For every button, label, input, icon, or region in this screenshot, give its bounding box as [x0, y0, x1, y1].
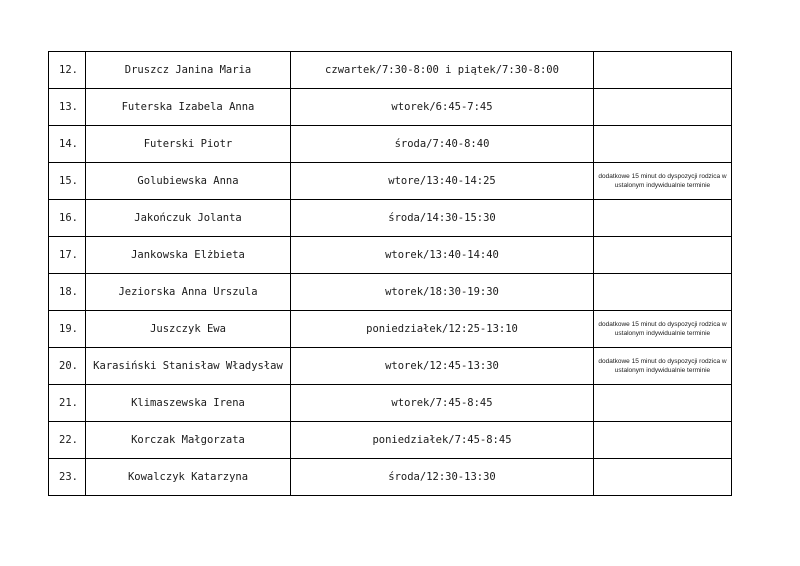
- table-row: [49, 348, 732, 385]
- row-note: dodatkowe 15 minut do dyspozycji rodzica w ustalonym indywidualnie terminie: [594, 163, 732, 200]
- row-note: [594, 385, 732, 422]
- row-note: [594, 126, 732, 163]
- teacher-name: Korczak Małgorzata: [86, 422, 291, 459]
- table-row: [49, 385, 732, 422]
- table-row: [49, 163, 732, 200]
- teacher-name: Jankowska Elżbieta: [86, 237, 291, 274]
- table-row: [49, 274, 732, 311]
- table-row: [49, 459, 732, 496]
- teacher-name: Kowalczyk Katarzyna: [86, 459, 291, 496]
- row-number: 12.: [49, 52, 86, 89]
- row-number: 20.: [49, 348, 86, 385]
- teacher-name: Jeziorska Anna Urszula: [86, 274, 291, 311]
- consultation-time: poniedziałek/7:45-8:45: [291, 422, 594, 459]
- row-number: 23.: [49, 459, 86, 496]
- teacher-name: Druszcz Janina Maria: [86, 52, 291, 89]
- row-number: 21.: [49, 385, 86, 422]
- row-note: [594, 422, 732, 459]
- teacher-name: Jakończuk Jolanta: [86, 200, 291, 237]
- consultation-time: czwartek/7:30-8:00 i piątek/7:30-8:00: [291, 52, 594, 89]
- table-row: [49, 126, 732, 163]
- consultation-time: wtorek/12:45-13:30: [291, 348, 594, 385]
- teacher-name: Futerski Piotr: [86, 126, 291, 163]
- consultation-time: wtore/13:40-14:25: [291, 163, 594, 200]
- row-note: [594, 459, 732, 496]
- consultation-time: środa/7:40-8:40: [291, 126, 594, 163]
- row-number: 22.: [49, 422, 86, 459]
- teacher-name: Klimaszewska Irena: [86, 385, 291, 422]
- schedule-table: [48, 51, 732, 496]
- row-number: 13.: [49, 89, 86, 126]
- consultation-time: wtorek/13:40-14:40: [291, 237, 594, 274]
- row-number: 14.: [49, 126, 86, 163]
- teacher-name: Futerska Izabela Anna: [86, 89, 291, 126]
- row-number: 18.: [49, 274, 86, 311]
- row-note: [594, 89, 732, 126]
- consultation-time: środa/14:30-15:30: [291, 200, 594, 237]
- consultation-time: środa/12:30-13:30: [291, 459, 594, 496]
- table-row: [49, 422, 732, 459]
- row-number: 19.: [49, 311, 86, 348]
- row-number: 15.: [49, 163, 86, 200]
- row-number: 16.: [49, 200, 86, 237]
- row-note: [594, 237, 732, 274]
- row-number: 17.: [49, 237, 86, 274]
- row-note: [594, 200, 732, 237]
- table-row: [49, 89, 732, 126]
- teacher-name: Karasiński Stanisław Władysław: [86, 348, 291, 385]
- schedule-table-body: [49, 52, 732, 496]
- row-note: dodatkowe 15 minut do dyspozycji rodzica w ustalonym indywidualnie terminie: [594, 311, 732, 348]
- consultation-time: wtorek/18:30-19:30: [291, 274, 594, 311]
- teacher-name: Juszczyk Ewa: [86, 311, 291, 348]
- table-row: [49, 311, 732, 348]
- consultation-time: wtorek/7:45-8:45: [291, 385, 594, 422]
- table-row: [49, 52, 732, 89]
- row-note: [594, 274, 732, 311]
- table-row: [49, 200, 732, 237]
- consultation-time: poniedziałek/12:25-13:10: [291, 311, 594, 348]
- teacher-name: Golubiewska Anna: [86, 163, 291, 200]
- row-note: dodatkowe 15 minut do dyspozycji rodzica w ustalonym indywidualnie terminie: [594, 348, 732, 385]
- row-note: [594, 52, 732, 89]
- consultation-time: wtorek/6:45-7:45: [291, 89, 594, 126]
- table-row: [49, 237, 732, 274]
